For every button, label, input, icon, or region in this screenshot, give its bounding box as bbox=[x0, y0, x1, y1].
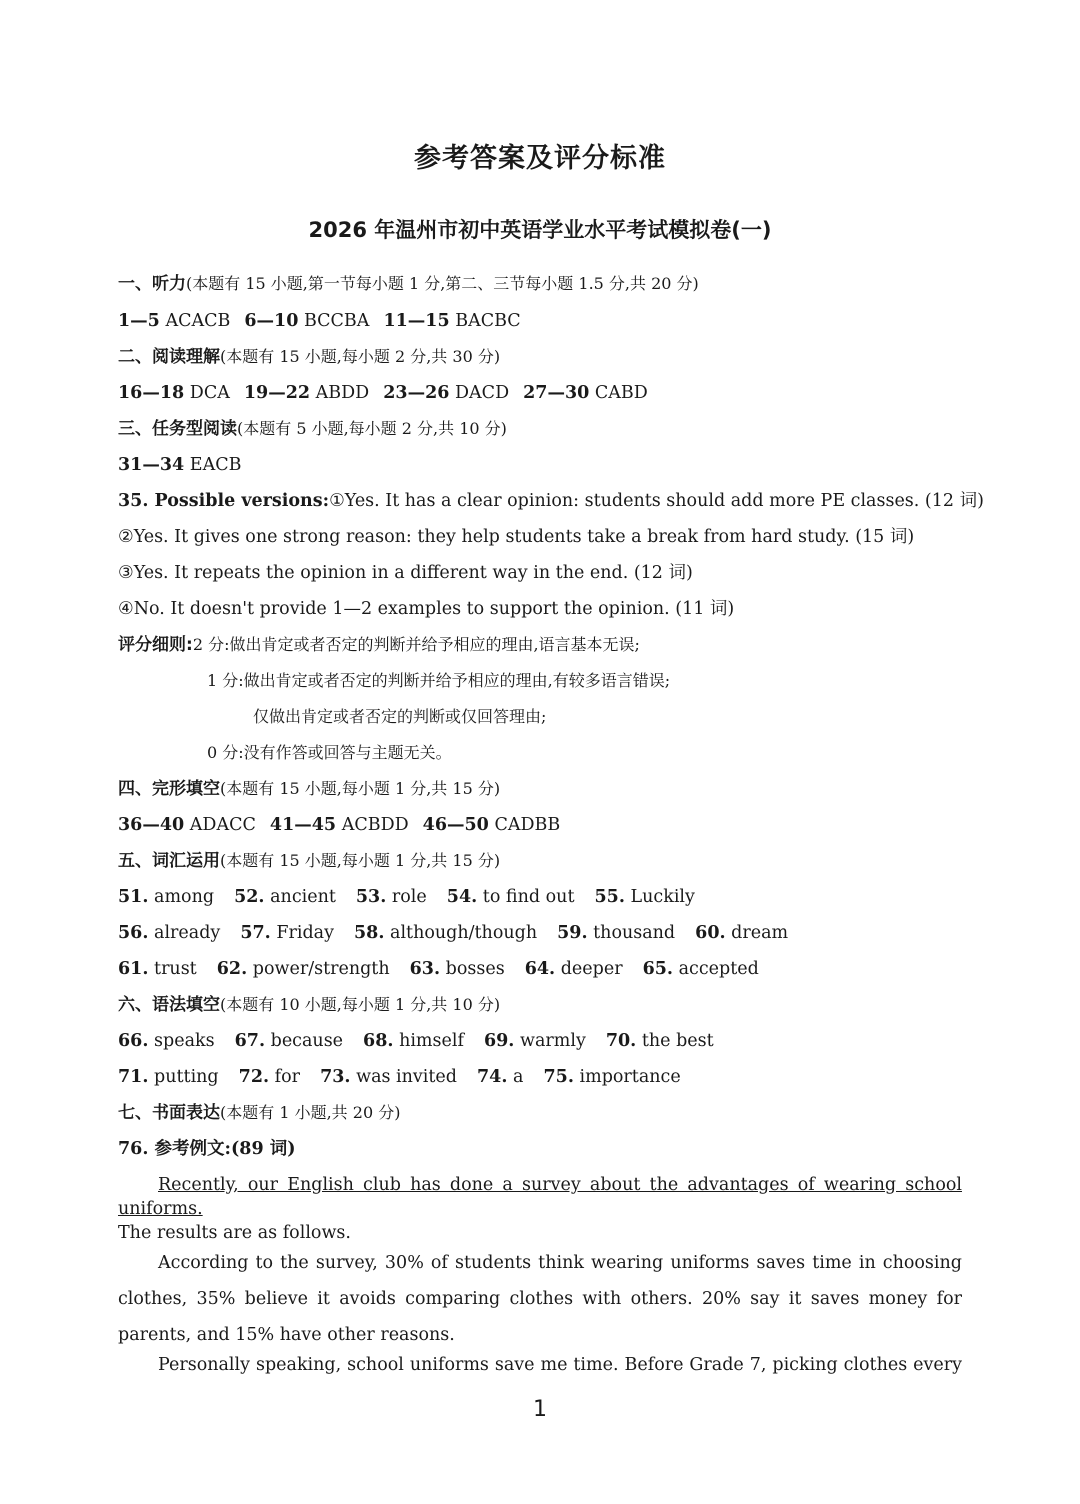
answer-range: 23—26 bbox=[383, 383, 450, 403]
answer-value: ADACC bbox=[189, 815, 256, 835]
answer-range: 11—15 bbox=[383, 311, 450, 331]
essay-line: The results are as follows. bbox=[118, 1223, 351, 1243]
answers-vocabulary-row bbox=[118, 885, 695, 909]
essay-paragraph-2: According to the survey, 30% of students think wearing uniforms saves time in choosing clothes, 35% believe it avoids comparing clothes with others. 20% say it saves money for parents, and 15% have other reasons. bbox=[118, 1253, 962, 1345]
section-reading-heading bbox=[118, 345, 500, 369]
answer-value: the best bbox=[641, 1031, 714, 1051]
section-listening-heading bbox=[118, 272, 699, 296]
answer-value: to find out bbox=[482, 887, 575, 907]
answers-cloze bbox=[118, 813, 560, 837]
answer-value: was invited bbox=[356, 1067, 457, 1087]
section-title: 二、阅读理解 bbox=[118, 347, 220, 367]
question-number: 64. bbox=[524, 959, 556, 979]
answer-value: BCCBA bbox=[303, 311, 370, 331]
answer-range: 46—50 bbox=[422, 815, 489, 835]
section-title: 五、词汇运用 bbox=[118, 851, 220, 871]
question-number: 68. bbox=[363, 1031, 394, 1051]
answer-value: Luckily bbox=[630, 887, 695, 907]
section-writing-heading bbox=[118, 1101, 400, 1125]
q76-label: 76. 参考例文:(89 词) bbox=[118, 1139, 296, 1159]
answer-value: DACD bbox=[455, 383, 510, 403]
answer-range: 6—10 bbox=[244, 311, 299, 331]
answer-range: 16—18 bbox=[118, 383, 185, 403]
q35-version-2: ②Yes. It gives one strong reason: they help students take a break from hard study. (15 词) bbox=[118, 527, 915, 547]
section-title: 四、完形填空 bbox=[118, 779, 220, 799]
question-number: 73. bbox=[320, 1067, 351, 1087]
question-number: 69. bbox=[483, 1031, 515, 1051]
answer-value: importance bbox=[579, 1067, 681, 1087]
essay-underlined-sentence: Recently, our English club has done a survey about the advantages of wearing school uniforms. bbox=[118, 1175, 962, 1219]
answer-value: bosses bbox=[445, 959, 505, 979]
answers-grammar-row bbox=[118, 1029, 714, 1053]
section-title: 一、听力 bbox=[118, 274, 186, 294]
rubric-line-3: 仅做出肯定或者否定的判断或仅回答理由; bbox=[253, 707, 547, 726]
answer-value: dream bbox=[731, 923, 789, 943]
question-number: 56. bbox=[118, 923, 149, 943]
question-number: 71. bbox=[118, 1067, 149, 1087]
answer-range: 19—22 bbox=[243, 383, 311, 403]
answers-task-reading bbox=[118, 453, 241, 477]
section-task-reading-heading bbox=[118, 417, 507, 441]
answer-value: BACBC bbox=[455, 311, 521, 331]
question-number: 66. bbox=[118, 1031, 149, 1051]
answers-reading bbox=[118, 381, 648, 405]
answer-range: 31—34 bbox=[118, 455, 185, 475]
rubric-heading: 评分细则: bbox=[118, 635, 193, 655]
q35-answer: ①Yes. It has a clear opinion: students should add more PE classes. (12 词) bbox=[329, 491, 984, 511]
answer-range: 36—40 bbox=[118, 815, 185, 835]
section-vocabulary-heading bbox=[118, 849, 500, 873]
question-number: 75. bbox=[543, 1067, 574, 1087]
page-number: 1 bbox=[533, 1397, 547, 1422]
answer-value: speaks bbox=[154, 1031, 215, 1051]
answer-value: himself bbox=[399, 1031, 464, 1051]
answer-value: deeper bbox=[560, 959, 623, 979]
rubric-line-1 bbox=[118, 633, 640, 657]
section-grammar-heading bbox=[118, 993, 500, 1017]
answer-value: CABD bbox=[594, 383, 648, 403]
answers-listening bbox=[118, 309, 521, 333]
section-note: (本题有 15 小题,每小题 1 分,共 15 分) bbox=[220, 779, 501, 798]
answer-value: although/though bbox=[390, 923, 538, 943]
answer-value: EACB bbox=[189, 455, 242, 475]
answers-grammar-row bbox=[118, 1065, 681, 1089]
answer-value: ABDD bbox=[315, 383, 370, 403]
answer-value: accepted bbox=[678, 959, 759, 979]
question-number: 67. bbox=[234, 1031, 266, 1051]
answer-value: ACACB bbox=[165, 311, 231, 331]
answer-value: DCA bbox=[189, 383, 230, 403]
section-cloze-heading bbox=[118, 777, 500, 801]
answer-value: role bbox=[391, 887, 427, 907]
answers-vocabulary-row bbox=[118, 921, 788, 945]
question-number: 74. bbox=[477, 1067, 508, 1087]
question-number: 63. bbox=[409, 959, 441, 979]
answer-value: trust bbox=[154, 959, 197, 979]
answer-value: a bbox=[513, 1067, 524, 1087]
answer-value: power/strength bbox=[252, 959, 390, 979]
section-title: 三、任务型阅读 bbox=[118, 419, 237, 439]
rubric-line-2: 1 分:做出肯定或者否定的判断并给予相应的理由,有较多语言错误; bbox=[207, 671, 671, 690]
essay-paragraph-3: Personally speaking, school uniforms save me time. Before Grade 7, picking clothes every bbox=[158, 1355, 962, 1375]
answer-value: thousand bbox=[593, 923, 676, 943]
exam-subtitle: 2026 年温州市初中英语学业水平考试模拟卷(一) bbox=[308, 218, 772, 242]
q35-version-4: ④No. It doesn't provide 1—2 examples to support the opinion. (11 词) bbox=[118, 599, 735, 619]
answer-value: ancient bbox=[270, 887, 336, 907]
answers-vocabulary-row bbox=[118, 957, 759, 981]
q35-version-1 bbox=[118, 489, 984, 513]
essay-paragraph-1 bbox=[118, 1173, 962, 1245]
section-note: (本题有 10 小题,每小题 1 分,共 10 分) bbox=[220, 995, 501, 1014]
answer-range: 41—45 bbox=[269, 815, 337, 835]
question-number: 54. bbox=[446, 887, 478, 907]
answer-value: putting bbox=[154, 1067, 219, 1087]
answer-value: among bbox=[154, 887, 215, 907]
answer-value: Friday bbox=[276, 923, 334, 943]
answer-range: 27—30 bbox=[523, 383, 590, 403]
q35-label: 35. Possible versions: bbox=[118, 491, 330, 511]
question-number: 59. bbox=[557, 923, 588, 943]
question-number: 60. bbox=[695, 923, 726, 943]
answer-value: for bbox=[274, 1067, 301, 1087]
question-number: 58. bbox=[353, 923, 385, 943]
answer-value: warmly bbox=[519, 1031, 586, 1051]
question-number: 52. bbox=[234, 887, 265, 907]
section-note: (本题有 15 小题,第一节每小题 1 分,第二、三节每小题 1.5 分,共 20 分) bbox=[186, 274, 699, 293]
page-title: 参考答案及评分标准 bbox=[414, 143, 666, 174]
question-number: 62. bbox=[216, 959, 248, 979]
answer-value: CADBB bbox=[494, 815, 561, 835]
section-title: 六、语法填空 bbox=[118, 995, 220, 1015]
question-number: 57. bbox=[240, 923, 271, 943]
question-number: 65. bbox=[642, 959, 674, 979]
question-number: 51. bbox=[118, 887, 149, 907]
question-number: 55. bbox=[594, 887, 625, 907]
question-number: 53. bbox=[355, 887, 387, 907]
question-number: 72. bbox=[238, 1067, 270, 1087]
rubric-text: 2 分:做出肯定或者否定的判断并给予相应的理由,语言基本无误; bbox=[192, 635, 640, 654]
section-note: (本题有 15 小题,每小题 2 分,共 30 分) bbox=[220, 347, 501, 366]
answer-value: because bbox=[270, 1031, 344, 1051]
question-number: 70. bbox=[605, 1031, 637, 1051]
section-note: (本题有 1 小题,共 20 分) bbox=[220, 1103, 401, 1122]
answer-range: 1—5 bbox=[118, 311, 160, 331]
answer-value: already bbox=[154, 923, 221, 943]
question-number: 61. bbox=[118, 959, 149, 979]
q35-version-3: ③Yes. It repeats the opinion in a different way in the end. (12 词) bbox=[118, 563, 693, 583]
section-note: (本题有 15 小题,每小题 1 分,共 15 分) bbox=[220, 851, 501, 870]
section-title: 七、书面表达 bbox=[118, 1103, 220, 1123]
answer-value: ACBDD bbox=[341, 815, 409, 835]
section-note: (本题有 5 小题,每小题 2 分,共 10 分) bbox=[237, 419, 507, 438]
rubric-line-4: 0 分:没有作答或回答与主题无关。 bbox=[207, 743, 452, 762]
